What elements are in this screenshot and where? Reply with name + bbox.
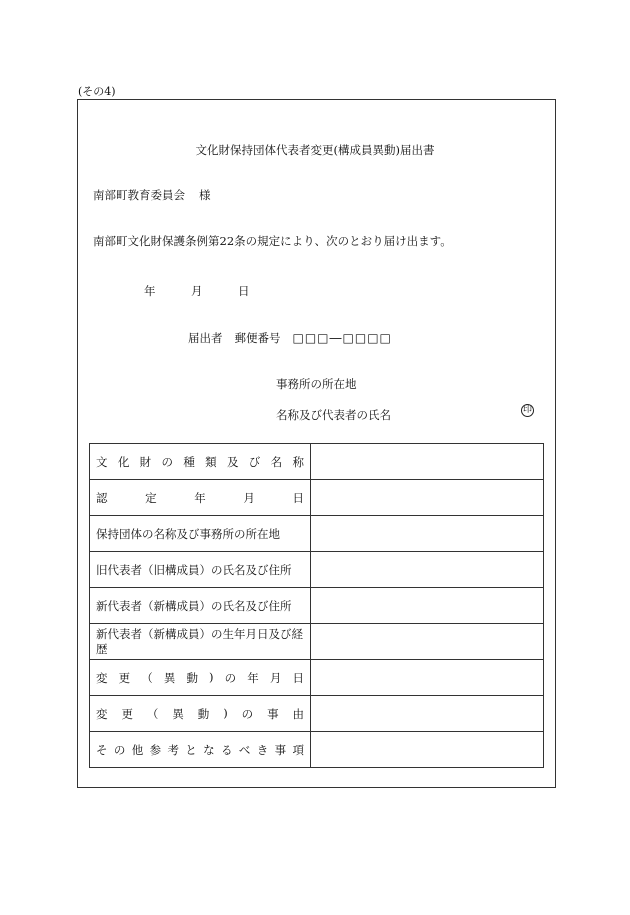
row-label-char: 事 [267,706,279,721]
row-label [90,660,311,696]
row-label-char: 年 [194,490,206,505]
row-label-char: の [113,742,126,757]
date-day-label: 日 [238,284,250,298]
office-address-label: 事務所の所在地 [276,377,357,391]
row-value-field[interactable] [311,552,544,588]
row-label-char: と [185,742,197,757]
row-label-char: る [221,742,233,757]
table-row [90,588,544,624]
row-label-char: 項 [292,742,304,757]
row-label-char: の [241,706,254,721]
row-label-char: 称 [292,454,304,469]
row-label-char: 更 [118,670,131,685]
submitter-line [188,330,392,346]
row-label [90,588,311,624]
table-row [90,516,544,552]
row-label-char: 及 [226,454,239,469]
row-label-text [96,742,304,758]
row-label-char: 月 [269,670,282,685]
row-label [90,516,311,552]
row-value-field[interactable] [311,696,544,732]
row-label-char: 認 [96,490,108,505]
row-label-char: な [203,742,215,757]
date-month-label: 月 [191,284,203,298]
postal-code-label: 郵便番号 [234,331,281,345]
row-label-char: び [248,454,261,469]
row-label-char: 定 [145,490,157,505]
row-label-char: 事 [274,742,287,757]
row-label [90,624,311,660]
row-value-field[interactable] [311,588,544,624]
table-row [90,444,544,480]
date-year-label: 年 [144,284,156,298]
row-label-char: 文 [96,454,108,469]
table-row [90,696,544,732]
recipient-line [93,187,211,203]
row-label-char: 名 [270,454,283,469]
row-label-char: 財 [139,454,152,469]
row-value-field[interactable] [311,732,544,768]
table-row [90,480,544,516]
row-label-char: （ [146,706,159,721]
recipient-honorific: 様 [199,188,211,202]
details-table [89,443,544,768]
statement-text: 南部町文化財保護条例第22条の規定により、次のとおり届け出ます。 [93,234,452,248]
row-label [90,552,311,588]
row-label-char: 他 [131,742,144,757]
row-value-field[interactable] [311,444,544,480]
row-label-text [96,490,304,506]
postal-code-boxes[interactable]: □□□―□□□□ [292,331,392,345]
row-label-char: の [224,670,237,685]
row-label-char: ) [223,705,228,720]
row-label-text: 新代表者（新構成員）の生年月日及び経歴 [96,626,303,656]
table-row [90,732,544,768]
representative-name-label: 名称及び代表者の氏名 [276,408,391,422]
row-label-text [96,706,304,722]
row-label-char: 日 [292,490,304,505]
row-label-char: 種 [183,454,195,469]
table-row [90,552,544,588]
form-number-label: (その4) [78,85,116,98]
row-label-char: そ [96,742,108,757]
seal-mark-icon: 印 [522,405,532,415]
row-label-char: 動 [197,706,210,721]
row-label-char: ) [209,669,214,684]
row-label-char: の [161,454,173,469]
row-value-field[interactable] [311,660,544,696]
table-row [90,660,544,696]
form-title: 文化財保持団体代表者変更(構成員異動)届出書 [195,143,435,157]
row-label-char: 日 [292,670,304,685]
row-label-char: （ [141,670,153,685]
row-label-text [96,670,304,686]
row-label-char: 更 [121,706,133,721]
row-label-char: 考 [167,742,179,757]
row-label-text: 旧代表者（旧構成員）の氏名及び住所 [96,562,292,577]
row-label-char: 由 [292,706,304,721]
row-label-char: 変 [96,670,108,685]
row-value-field[interactable] [311,624,544,660]
row-label-char: 異 [172,706,184,721]
row-label-text: 新代表者（新構成員）の氏名及び住所 [96,598,292,613]
row-label-text: 保持団体の名称及び事務所の所在地 [96,526,280,541]
row-label-char: 月 [243,490,255,505]
row-label-char: 動 [186,670,198,685]
row-label-text [96,454,304,470]
row-value-field[interactable] [311,480,544,516]
row-label-char: 参 [149,742,162,757]
row-value-field[interactable] [311,516,544,552]
row-label-char: 変 [96,706,108,721]
submitter-label: 届出者 [188,331,223,345]
row-label-char: べ [238,742,251,757]
recipient-name: 南部町教育委員会 [93,188,185,202]
row-label [90,480,311,516]
row-label-char: き [256,742,269,757]
row-label-char: 化 [117,454,130,469]
row-label [90,444,311,480]
table-row [90,624,544,660]
row-label-char: 異 [163,670,176,685]
row-label-char: 年 [247,670,259,685]
row-label-char: 類 [205,454,217,469]
row-label [90,696,311,732]
row-label [90,732,311,768]
